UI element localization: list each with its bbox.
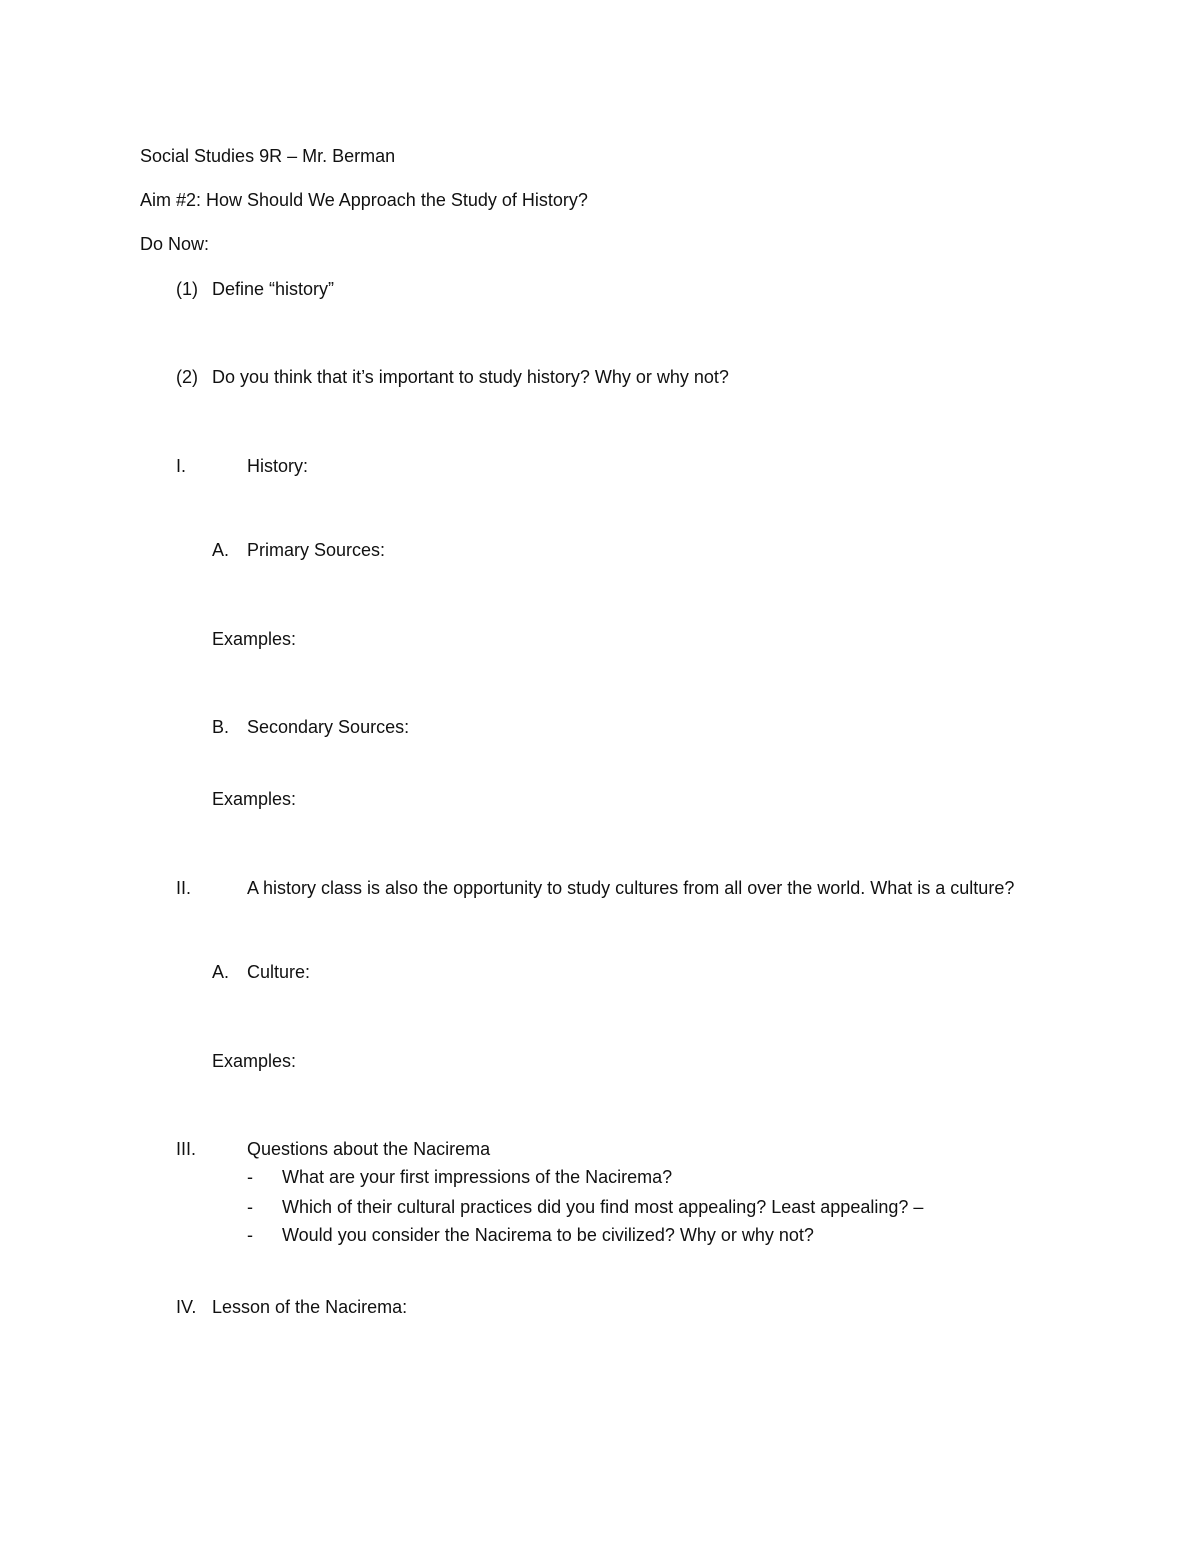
bullet-question: Which of their cultural practices did you find most appealing? Least appealing? – [282, 1197, 924, 1217]
examples-label: Examples: [212, 789, 297, 809]
section-title: Lesson of the Nacirema: [212, 1297, 408, 1317]
subsection-letter: B. [212, 717, 230, 737]
section-title: Questions about the Nacirema [247, 1139, 491, 1159]
bullet-question: What are your first impressions of the Nacirema? [282, 1167, 673, 1187]
bullet-dash: - [247, 1197, 253, 1217]
question-number: (2) [176, 367, 198, 387]
question-text: Do you think that it’s important to study history? Why or why not? [212, 367, 729, 387]
subsection-text: Secondary Sources: [247, 717, 410, 737]
question-number: (1) [176, 279, 198, 299]
question-text: Define “history” [212, 279, 335, 299]
section-title: History: [247, 456, 309, 476]
subsection-text: Primary Sources: [247, 540, 386, 560]
subsection-letter: A. [212, 540, 230, 560]
do-now-label: Do Now: [140, 234, 210, 254]
subsection-letter: A. [212, 962, 230, 982]
bullet-dash: - [247, 1167, 253, 1187]
bullet-dash: - [247, 1225, 253, 1245]
section-numeral: III. [176, 1139, 197, 1159]
examples-label: Examples: [212, 1051, 297, 1071]
bullet-question: Would you consider the Nacirema to be civilized? Why or why not? [282, 1225, 814, 1245]
examples-label: Examples: [212, 629, 297, 649]
course-title: Social Studies 9R – Mr. Berman [140, 146, 396, 166]
section-numeral: II. [176, 878, 192, 898]
section-numeral: I. [176, 456, 187, 476]
section-title: A history class is also the opportunity to study cultures from all over the world. What is a culture? [247, 878, 1015, 898]
subsection-text: Culture: [247, 962, 311, 982]
aim-heading: Aim #2: How Should We Approach the Study of History? [140, 190, 588, 210]
section-numeral: IV. [176, 1297, 197, 1317]
